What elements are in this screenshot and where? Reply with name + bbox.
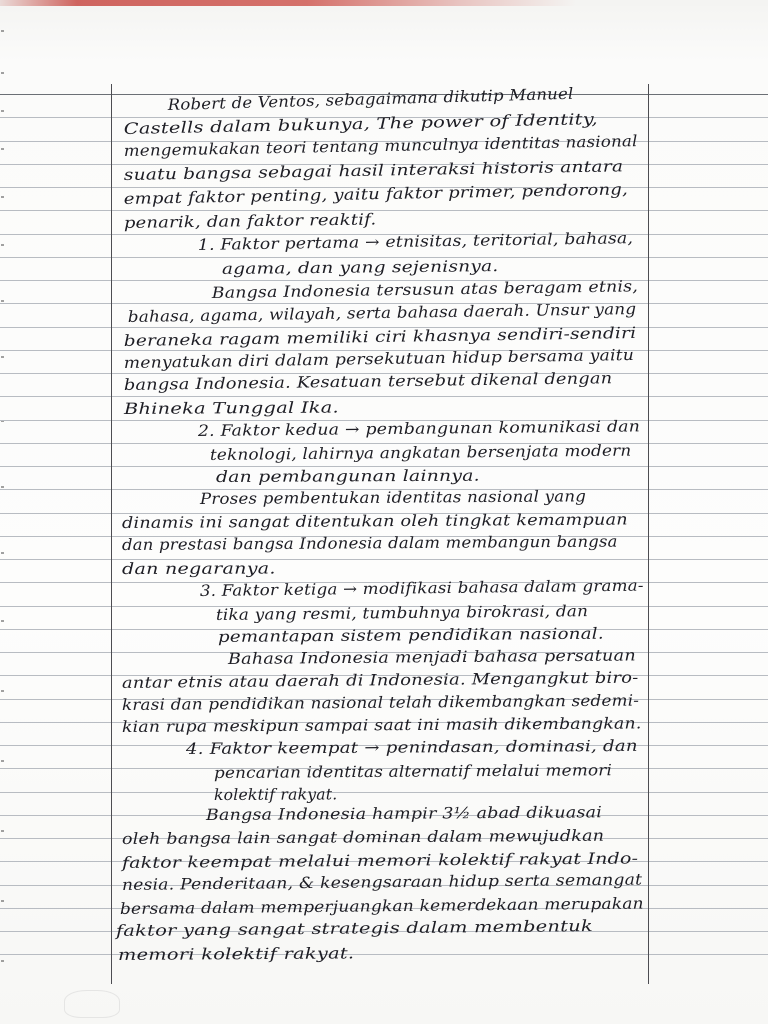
binding-dot xyxy=(1,196,4,198)
binding-dot xyxy=(1,30,4,32)
text-line: nesia. Penderitaan, & kesengsaraan hidup serta semangat xyxy=(121,870,643,894)
binding-dot xyxy=(1,690,4,692)
text-line: empat faktor penting, yaitu faktor primer, pendorong, xyxy=(123,180,629,208)
binding-dot xyxy=(1,110,4,112)
text-line: antar etnis atau daerah di Indonesia. Mengangkut biro- xyxy=(121,668,639,692)
ruled-line xyxy=(0,396,768,397)
text-line: bersama dalam memperjuangkan kemerdekaan merupakan xyxy=(119,894,644,918)
text-line: oleh bangsa lain sangat dominan dalam mewujudkan xyxy=(121,826,605,848)
text-line: pencarian identitas alternatif melalui memori xyxy=(213,761,613,782)
binding-dot xyxy=(1,620,4,622)
text-line: 1. Faktor pertama → etnisitas, teritorial, bahasa, xyxy=(197,229,634,254)
page-top-edge xyxy=(0,0,768,6)
left-margin-line xyxy=(111,84,112,984)
text-line: 4. Faktor keempat → penindasan, dominasi, dan xyxy=(185,736,638,758)
text-line: 3. Faktor ketiga → modifikasi bahasa dalam grama- xyxy=(199,576,644,600)
text-line: mengemukakan teori tentang munculnya identitas nasional xyxy=(123,132,638,160)
ruled-line xyxy=(0,792,768,793)
ruled-line xyxy=(0,954,768,955)
text-line: bangsa Indonesia. Kesatuan tersebut dikenal dengan xyxy=(123,369,613,394)
text-line: krasi dan pendidikan nasional telah dikembangkan sedemi- xyxy=(121,691,640,714)
text-line: Castells dalam bukunya, The power of Identity, xyxy=(123,110,598,138)
binding-dot xyxy=(1,760,4,762)
binding-dot xyxy=(1,72,4,74)
text-line: faktor keempat melalui memori kolektif rakyat Indo- xyxy=(121,849,639,872)
text-line: beraneka ragam memiliki ciri khasnya sendiri-sendiri xyxy=(123,323,637,350)
text-line: pemantapan sistem pendidikan nasional. xyxy=(217,624,604,646)
text-line: dan negaranya. xyxy=(121,559,276,578)
faint-stamp-mark xyxy=(64,990,120,1018)
text-line: dan pembangunan lainnya. xyxy=(215,466,480,486)
text-line: menyatukan diri dalam persekutuan hidup bersama yaitu xyxy=(123,345,635,372)
binding-dot xyxy=(1,486,4,488)
text-line: kolektif rakyat. xyxy=(213,785,338,804)
text-line: Bhineka Tunggal Ika. xyxy=(123,398,340,418)
text-line: faktor yang sangat strategis dalam membentuk xyxy=(115,917,594,940)
text-line: Proses pembentukan identitas nasional yang xyxy=(199,487,587,508)
right-margin-line xyxy=(648,84,649,984)
text-line: dinamis ini sangat ditentukan oleh tingkat kemampuan xyxy=(121,510,628,532)
text-line: penarik, dan faktor reaktif. xyxy=(123,210,377,232)
text-line: Bahasa Indonesia menjadi bahasa persatuan xyxy=(227,646,636,668)
binding-dot xyxy=(1,960,4,962)
binding-dot xyxy=(1,148,4,150)
text-line: agama, dan yang sejenisnya. xyxy=(221,257,499,278)
text-line: tika yang resmi, tumbuhnya birokrasi, dan xyxy=(215,602,589,624)
binding-dot xyxy=(1,830,4,832)
text-line: teknologi, lahirnya angkatan bersenjata modern xyxy=(209,441,632,464)
binding-dot xyxy=(1,900,4,902)
text-line: dan prestasi bangsa Indonesia dalam membangun bangsa xyxy=(121,532,618,554)
text-line: suatu bangsa sebagai hasil interaksi historis antara xyxy=(123,157,624,184)
text-line: Robert de Ventos, sebagaimana dikutip Manuel xyxy=(167,84,574,114)
binding-dot xyxy=(1,244,4,246)
text-line: Bangsa Indonesia hampir 3½ abad dikuasai xyxy=(205,803,603,824)
ruled-line xyxy=(0,559,768,560)
ruled-line xyxy=(0,210,768,211)
binding-dot xyxy=(1,300,4,302)
binding-dot xyxy=(1,356,4,358)
text-line: memori kolektif rakyat. xyxy=(117,944,355,964)
text-line: Bangsa Indonesia tersusun atas beragam etnis, xyxy=(211,277,639,302)
text-line: bahasa, agama, wilayah, serta bahasa daerah. Unsur yang xyxy=(127,300,637,326)
text-line: 2. Faktor kedua → pembangunan komunikasi dan xyxy=(197,417,641,440)
text-line: kian rupa meskipun sampai saat ini masih dikembangkan. xyxy=(121,714,642,736)
binding-dot xyxy=(1,552,4,554)
